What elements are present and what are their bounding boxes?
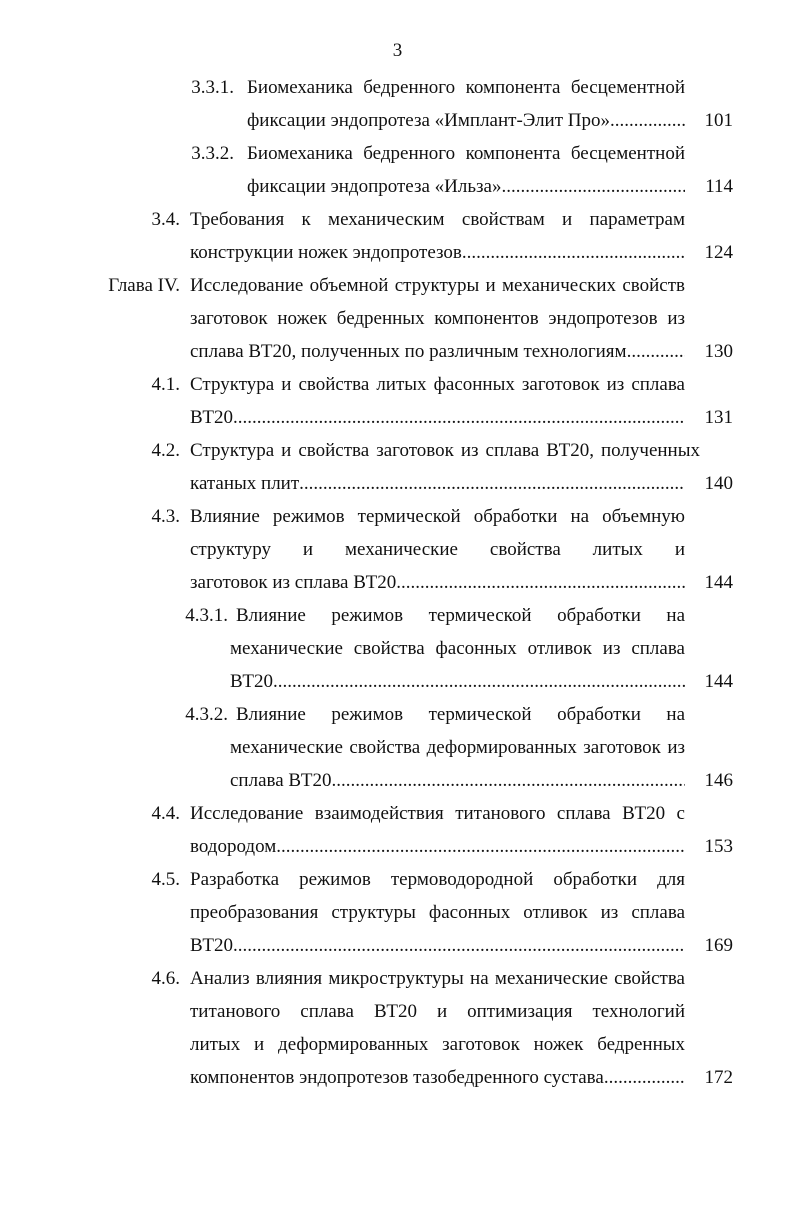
entry-page: 130 (704, 341, 733, 362)
entry-number: 4.6. (151, 968, 180, 989)
entry-title-leader (190, 472, 685, 496)
dot-leader (331, 769, 685, 793)
entry-number: 3.3.1. (191, 77, 234, 98)
entry-title-line: механические свойства деформированных заготовок из (230, 737, 685, 758)
entry-page: 131 (704, 407, 733, 428)
entry-number: 4.5. (151, 869, 180, 890)
entry-title-line: заготовок ножек бедренных компонентов эндопротезов из (190, 308, 685, 329)
entry-title-line: ВТ20 (230, 671, 274, 692)
entry-title-line: компонентов эндопротезов тазобедренного сустава (190, 1067, 604, 1088)
entry-number: 4.1. (151, 374, 180, 395)
entry-title-line: сплава ВТ20 (230, 770, 332, 791)
entry-title-leader (190, 340, 685, 364)
entry-number: 3.3.2. (191, 143, 234, 164)
entry-title-line: Влияние режимов термической обработки на (236, 605, 685, 626)
entry-title-line: конструкции ножек эндопротезов (190, 242, 462, 263)
entry-title-line: структуру и механические свойства литых и (190, 539, 685, 560)
entry-title-leader (230, 769, 685, 793)
entry-title-line: Разработка режимов термоводородной обработки для (190, 869, 685, 890)
dot-leader (273, 670, 685, 694)
entry-page: 146 (704, 770, 733, 791)
entry-number: 4.3.1. (185, 605, 228, 626)
dot-leader (627, 340, 685, 364)
entry-title-line: Требования к механическим свойствам и параметрам (190, 209, 685, 230)
entry-title-line: Исследование взаимодействия титанового сплава ВТ20 с (190, 803, 685, 824)
dot-leader (396, 571, 685, 595)
entry-page: 153 (704, 836, 733, 857)
entry-title-line: преобразования структуры фасонных отливок из сплава (190, 902, 685, 923)
entry-title-line: фиксации эндопротеза «Имплант-Элит Про» (247, 110, 610, 131)
entry-title-leader (247, 109, 685, 133)
page-number: 3 (392, 40, 403, 61)
entry-title-line: литых и деформированных заготовок ножек бедренных (190, 1034, 685, 1055)
entry-title-line: фиксации эндопротеза «Ильза» (247, 176, 502, 197)
entry-title-line: сплава ВТ20, полученных по различным технологиям (190, 341, 627, 362)
entry-title-leader (190, 241, 685, 265)
dot-leader (462, 241, 685, 265)
entry-number: 4.3.2. (185, 704, 228, 725)
entry-title-leader (190, 571, 685, 595)
dot-leader (276, 835, 685, 859)
dot-leader (501, 175, 685, 199)
entry-title-line: Биомеханика бедренного компонента бесцементной (247, 77, 685, 98)
entry-page: 169 (704, 935, 733, 956)
entry-title-line: Влияние режимов термической обработки на (236, 704, 685, 725)
entry-page: 140 (704, 473, 733, 494)
entry-title-line: Структура и свойства заготовок из сплава ВТ20, полученных (190, 440, 700, 461)
entry-title-line: ВТ20 (190, 935, 234, 956)
entry-title-line: механические свойства фасонных отливок из сплава (230, 638, 685, 659)
entry-number: 4.2. (151, 440, 180, 461)
entry-title-leader (190, 835, 685, 859)
entry-title-line: Влияние режимов термической обработки на объемную (190, 506, 685, 527)
entry-title-leader (190, 934, 685, 958)
entry-title-line: Исследование объемной структуры и механических свойств (190, 275, 685, 296)
entry-title-line: заготовок из сплава ВТ20 (190, 572, 397, 593)
entry-title-leader (190, 406, 685, 430)
entry-page: 144 (704, 572, 733, 593)
entry-page: 144 (704, 671, 733, 692)
entry-page: 101 (704, 110, 733, 131)
entry-number: 4.3. (151, 506, 180, 527)
entry-number: 3.4. (151, 209, 180, 230)
entry-title-line: Структура и свойства литых фасонных заготовок из сплава (190, 374, 685, 395)
dot-leader (610, 109, 685, 133)
entry-title-leader (230, 670, 685, 694)
entry-page: 124 (704, 242, 733, 263)
dot-leader (233, 934, 685, 958)
entry-page: 114 (705, 176, 733, 197)
chapter-number: Глава IV. (108, 275, 180, 296)
entry-title-line: Биомеханика бедренного компонента бесцементной (247, 143, 685, 164)
dot-leader (604, 1066, 685, 1090)
entry-title-leader (190, 1066, 685, 1090)
entry-title-leader (247, 175, 685, 199)
dot-leader (233, 406, 685, 430)
entry-title-line: водородом (190, 836, 277, 857)
entry-page: 172 (704, 1067, 733, 1088)
entry-title-line: титанового сплава ВТ20 и оптимизация технологий (190, 1001, 685, 1022)
entry-number: 4.4. (151, 803, 180, 824)
dot-leader (299, 472, 685, 496)
entry-title-line: ВТ20 (190, 407, 234, 428)
entry-title-line: Анализ влияния микроструктуры на механические свойства (190, 968, 685, 989)
entry-title-line: катаных плит (190, 473, 300, 494)
